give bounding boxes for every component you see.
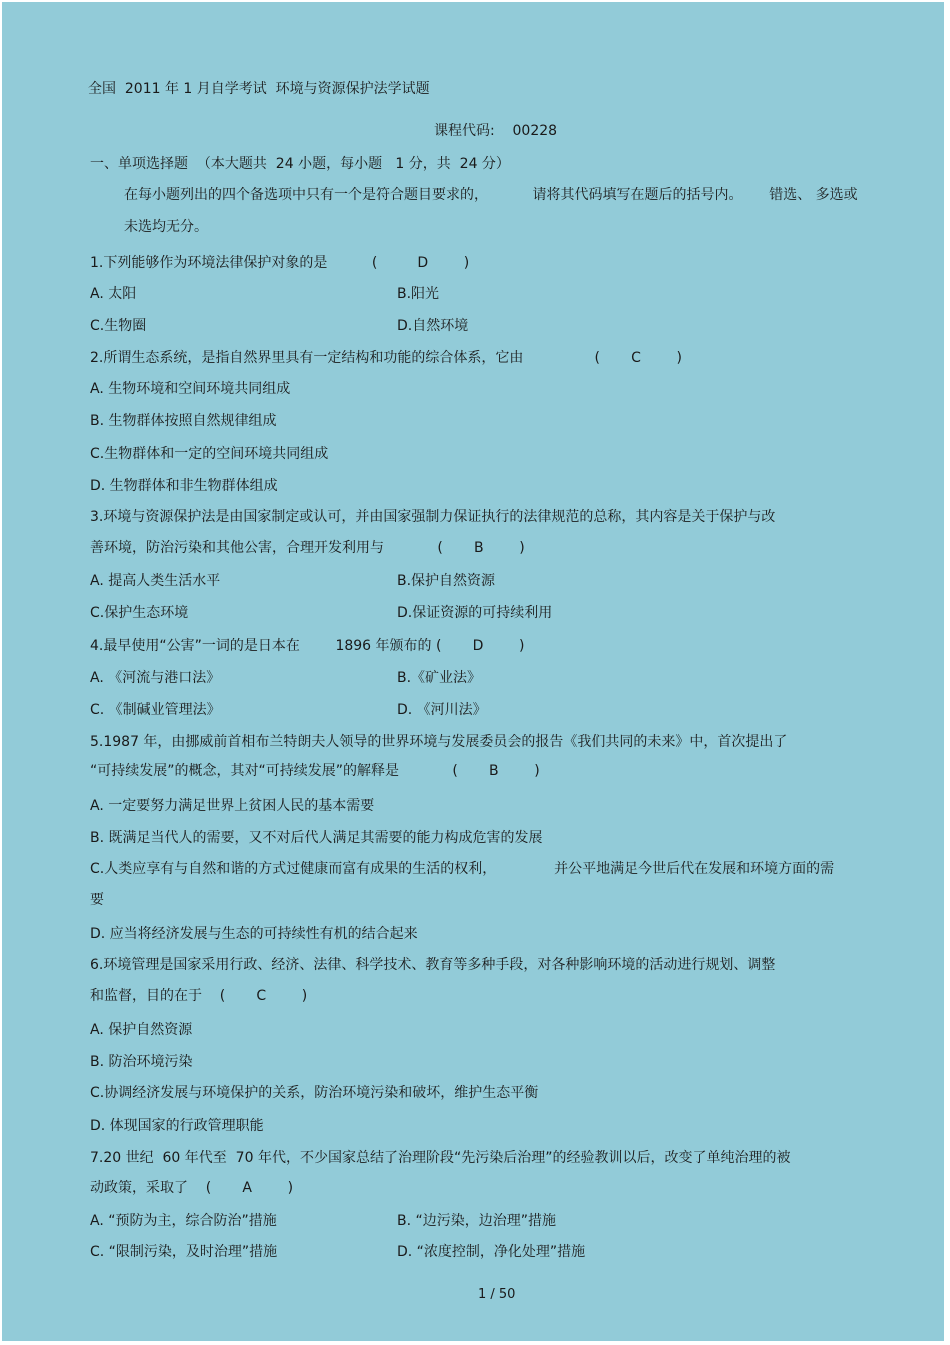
text-line: 和监督，目的在于 ( C ) (90, 988, 308, 1004)
text-line: 动政策，采取了 ( A ) (90, 1180, 294, 1196)
exam-title: 全国 2011 年 1 月自学考试 环境与资源保护法学试题 (88, 81, 430, 97)
text-line: B. 防治环境污染 (90, 1054, 193, 1070)
text-line: A. 《河流与港口法》 (90, 670, 221, 686)
option-line: D. “浓度控制，净化处理”措施 (397, 1244, 586, 1260)
text-line: A. 一定要努力满足世界上贫困人民的基本需要 (90, 798, 375, 814)
page-number: 1 / 50 (478, 1287, 516, 1302)
option-line: B.阳光 (397, 286, 440, 302)
course-code: 课程代码: 00228 (434, 123, 558, 139)
text-line: A. 保护自然资源 (90, 1022, 193, 1038)
text-line: C. 《制碱业管理法》 (90, 702, 221, 718)
option-line: D.自然环境 (397, 318, 469, 334)
text-line: B. 生物群体按照自然规律组成 (90, 413, 277, 429)
option-line: B.《矿业法》 (397, 670, 482, 686)
text-line: C.生物圈 (90, 318, 147, 334)
text-line: “可持续发展”的概念，其对“可持续发展”的解释是 ( B ) (90, 763, 540, 779)
text-line: A. 太阳 (90, 286, 137, 302)
option-line: D.保证资源的可持续利用 (397, 605, 553, 621)
text-line: 3.环境与资源保护法是由国家制定或认可，并由国家强制力保证执行的法律规范的总称，其内容是关于保护与改 (90, 509, 776, 525)
option-line: D. 《河川法》 (397, 702, 487, 718)
text-line: C.生物群体和一定的空间环境共同组成 (90, 446, 329, 462)
option-line: B. “边污染，边治理”措施 (397, 1213, 557, 1229)
text-line: A. 提高人类生活水平 (90, 573, 221, 589)
text-line: 7.20 世纪 60 年代至 70 年代，不少国家总结了治理阶段“先污染后治理”的经验教训以后，改变了单纯治理的被 (90, 1150, 791, 1166)
instructions-line: 未选均无分。 (124, 219, 208, 235)
text-line: C.保护生态环境 (90, 605, 189, 621)
section-heading: 一、单项选择题 （本大题共 24 小题，每小题 1 分，共 24 分） (90, 156, 510, 172)
text-line: C. “限制污染，及时治理”措施 (90, 1244, 278, 1260)
text-line: C.协调经济发展与环境保护的关系，防治环境污染和破坏，维护生态平衡 (90, 1085, 539, 1101)
text-line: C.人类应享有与自然和谐的方式过健康而富有成果的生活的权利， 并公平地满足今世后代在发展和环境方面的需 (90, 861, 835, 877)
text-line: 1.下列能够作为环境法律保护对象的是 ( D ) (90, 255, 470, 271)
text-line: B. 既满足当代人的需要，又不对后代人满足其需要的能力构成危害的发展 (90, 830, 543, 846)
text-line: D. 生物群体和非生物群体组成 (90, 478, 278, 494)
instructions-line: 在每小题列出的四个备选项中只有一个是符合题目要求的， 请将其代码填写在题后的括号内。 错选、 多选或 (124, 187, 858, 203)
text-line: D. 应当将经济发展与生态的可持续性有机的结合起来 (90, 926, 418, 942)
text-line: A. “预防为主，综合防治”措施 (90, 1213, 277, 1229)
text-line: 6.环境管理是国家采用行政、经济、法律、科学技术、教育等多种手段，对各种影响环境的活动进行规划、调整 (90, 957, 776, 973)
text-line: 5.1987 年，由挪威前首相布兰特朗夫人领导的世界环境与发展委员会的报告《我们共同的未来》中，首次提出了 (90, 734, 788, 750)
text-line: 要 (90, 892, 104, 908)
text-line: D. 体现国家的行政管理职能 (90, 1118, 264, 1134)
option-line: B.保护自然资源 (397, 573, 496, 589)
text-line: 2.所谓生态系统，是指自然界里具有一定结构和功能的综合体系，它由 ( C ) (90, 350, 683, 366)
text-line: 4.最早使用“公害”一词的是日本在 1896 年颁布的 ( D ) (90, 638, 525, 654)
text-line: A. 生物环境和空间环境共同组成 (90, 381, 291, 397)
text-line: 善环境，防治污染和其他公害，合理开发利用与 ( B ) (90, 540, 525, 556)
